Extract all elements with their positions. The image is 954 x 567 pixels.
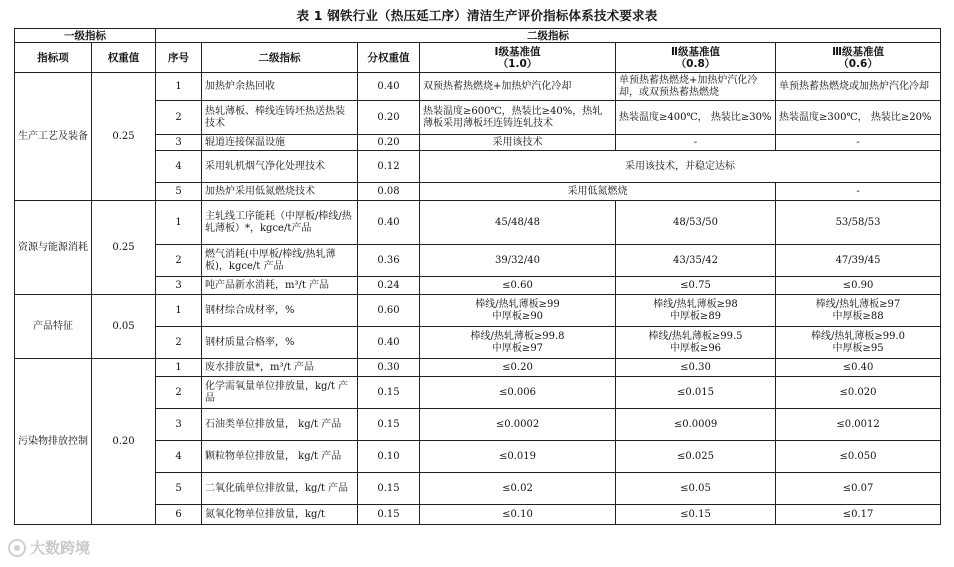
- row-grade3: 47/39/45: [776, 245, 941, 277]
- row-indicator: 燃气消耗(中厚板/棒线/热轧薄板)，kgce/t 产品: [202, 245, 358, 277]
- row-grade12: 采用低氮燃烧: [420, 183, 776, 201]
- watermark-logo-icon: [8, 539, 26, 557]
- row-sub-weight: 0.40: [358, 327, 420, 359]
- row-sub-weight: 0.15: [358, 409, 420, 441]
- col-weight: 权重值: [92, 43, 156, 73]
- group-weight: 0.20: [92, 359, 156, 525]
- row-indicator: 钢材质量合格率，%: [202, 327, 358, 359]
- grade2-weight: （0.8）: [675, 57, 716, 70]
- row-sub-weight: 0.12: [358, 151, 420, 183]
- group-weight: 0.25: [92, 73, 156, 201]
- col-grade2: [616, 43, 776, 73]
- row-grade2: 43/35/42: [616, 245, 776, 277]
- col-grade3: [776, 43, 941, 73]
- grade3-line-a: 棒线/热轧薄板≥99.0: [811, 330, 906, 342]
- row-sub-weight: 0.40: [358, 73, 420, 101]
- row-grade2: [616, 327, 776, 359]
- row-indicator: 采用轧机烟气净化处理技术: [202, 151, 358, 183]
- row-grade3: 单预热蓄热燃烧或加热炉汽化冷却: [776, 73, 941, 101]
- row-grade1: ≤0.006: [420, 377, 616, 409]
- criteria-table: [14, 28, 941, 525]
- row-grade2: ≤0.05: [616, 473, 776, 505]
- level2-header: 二级指标: [156, 29, 941, 43]
- row-seq: 3: [156, 135, 202, 151]
- row-indicator: 热轧薄板、棒线连铸坯热送热装技术: [202, 101, 358, 135]
- grade1-weight: （1.0）: [497, 57, 538, 70]
- row-grade2: 48/53/50: [616, 201, 776, 245]
- row-grade3: ≤0.020: [776, 377, 941, 409]
- row-sub-weight: 0.24: [358, 277, 420, 295]
- row-indicator: 主轧线工序能耗（中厚板/棒线/热轧薄板）*，kgce/t产品: [202, 201, 358, 245]
- row-grade2: 热装温度≥400℃， 热装比≥30%: [616, 101, 776, 135]
- row-grade1: ≤0.20: [420, 359, 616, 377]
- table-row: [15, 73, 941, 101]
- row-grade2: ≤0.025: [616, 441, 776, 473]
- group-weight: 0.05: [92, 295, 156, 359]
- row-grade3: -: [776, 135, 941, 151]
- row-grade3: ≤0.050: [776, 441, 941, 473]
- grade1-line-a: 棒线/热轧薄板≥99.8: [470, 330, 565, 342]
- col-seq: 序号: [156, 43, 202, 73]
- col-sub-weight: 分权重值: [358, 43, 420, 73]
- row-sub-weight: 0.15: [358, 473, 420, 505]
- row-grade1: 采用该技术: [420, 135, 616, 151]
- row-seq: 2: [156, 327, 202, 359]
- row-seq: 5: [156, 473, 202, 505]
- row-sub-weight: 0.60: [358, 295, 420, 327]
- table-row: [15, 295, 941, 327]
- row-seq: 5: [156, 183, 202, 201]
- col-grade1: [420, 43, 616, 73]
- row-indicator: 加热炉余热回收: [202, 73, 358, 101]
- row-indicator: 吨产品新水消耗，m³/t 产品: [202, 277, 358, 295]
- watermark: [8, 537, 90, 558]
- row-sub-weight: 0.10: [358, 441, 420, 473]
- row-indicator: 加热炉采用低氮燃烧技术: [202, 183, 358, 201]
- row-seq: 4: [156, 441, 202, 473]
- row-grade1: 45/48/48: [420, 201, 616, 245]
- grade3-line-a: 棒线/热轧薄板≥97: [815, 298, 901, 310]
- row-grade2: 单预热蓄热燃烧+加热炉汽化冷却，或双预热蓄热燃烧: [616, 73, 776, 101]
- row-indicator: 化学需氧量单位排放量，kg/t 产品: [202, 377, 358, 409]
- row-sub-weight: 0.20: [358, 135, 420, 151]
- group-name: 污染物排放控制: [15, 359, 92, 525]
- row-indicator: 石油类单位排放量， kg/t 产品: [202, 409, 358, 441]
- row-grade2: [616, 295, 776, 327]
- row-seq: 2: [156, 245, 202, 277]
- row-grade1: ≤0.0002: [420, 409, 616, 441]
- row-seq: 2: [156, 101, 202, 135]
- row-seq: 2: [156, 377, 202, 409]
- row-grade1: 双预热蓄热燃烧+加热炉汽化冷却: [420, 73, 616, 101]
- row-grade2: ≤0.015: [616, 377, 776, 409]
- row-grade1: ≤0.10: [420, 505, 616, 525]
- row-grade1: ≤0.60: [420, 277, 616, 295]
- row-grade3: [776, 327, 941, 359]
- row-grade1: 热装温度≥600℃，热装比≥40%，热轧薄板采用薄板坯连铸连轧技术: [420, 101, 616, 135]
- row-indicator: 辊道连接保温设施: [202, 135, 358, 151]
- row-sub-weight: 0.15: [358, 377, 420, 409]
- grade3-weight: （0.6）: [838, 57, 878, 70]
- row-grade3: ≤0.07: [776, 473, 941, 505]
- row-grade3: ≤0.0012: [776, 409, 941, 441]
- row-sub-weight: 0.15: [358, 505, 420, 525]
- row-seq: 6: [156, 505, 202, 525]
- row-grade2: ≤0.0009: [616, 409, 776, 441]
- grade3-line-b: 中厚板≥88: [832, 310, 884, 322]
- row-seq: 3: [156, 277, 202, 295]
- row-grade2: ≤0.30: [616, 359, 776, 377]
- watermark-text: 大数跨境: [30, 539, 91, 557]
- row-grade1: ≤0.02: [420, 473, 616, 505]
- row-grade3: ≤0.90: [776, 277, 941, 295]
- row-grade3: 热装温度≥300℃， 热装比≥20%: [776, 101, 941, 135]
- row-grade3: ≤0.40: [776, 359, 941, 377]
- row-grade3: [776, 295, 941, 327]
- grade2-line-b: 中厚板≥89: [669, 310, 722, 322]
- grade2-label: Ⅱ级基准值: [671, 45, 720, 58]
- level1-header: 一级指标: [15, 29, 156, 43]
- row-seq: 3: [156, 409, 202, 441]
- grade2-line-a: 棒线/热轧薄板≥98: [653, 298, 738, 310]
- row-grade1: [420, 295, 616, 327]
- row-grade1: ≤0.019: [420, 441, 616, 473]
- row-sub-weight: 0.30: [358, 359, 420, 377]
- grade1-label: Ⅰ级基准值: [494, 45, 541, 58]
- row-grade3: -: [776, 183, 941, 201]
- table-row: [15, 359, 941, 377]
- row-grade1: [420, 327, 616, 359]
- row-grade2: ≤0.15: [616, 505, 776, 525]
- row-seq: 1: [156, 359, 202, 377]
- row-indicator: 废水排放量*，m³/t 产品: [202, 359, 358, 377]
- row-grade3: 53/58/53: [776, 201, 941, 245]
- row-indicator: 二氧化硫单位排放量，kg/t 产品: [202, 473, 358, 505]
- group-name: 生产工艺及装备: [15, 73, 92, 201]
- row-grade-all: 采用该技术，并稳定达标: [420, 151, 941, 183]
- grade2-line-a: 棒线/热轧薄板≥99.5: [648, 330, 743, 342]
- table-caption: 表 1 钢铁行业（热压延工序）清洁生产评价指标体系技术要求表: [296, 8, 658, 23]
- grade1-line-b: 中厚板≥90: [491, 310, 544, 322]
- row-indicator: 钢材综合成材率，%: [202, 295, 358, 327]
- row-sub-weight: 0.08: [358, 183, 420, 201]
- row-seq: 4: [156, 151, 202, 183]
- row-sub-weight: 0.20: [358, 101, 420, 135]
- row-indicator: 颗粒物单位排放量， kg/t 产品: [202, 441, 358, 473]
- grade1-line-b: 中厚板≥97: [491, 342, 544, 354]
- row-sub-weight: 0.36: [358, 245, 420, 277]
- group-name: 产品特征: [15, 295, 92, 359]
- group-name: 资源与能源消耗: [15, 201, 92, 295]
- table-row: [15, 201, 941, 245]
- row-seq: 1: [156, 295, 202, 327]
- row-grade2: ≤0.75: [616, 277, 776, 295]
- col-level2-indicator: 二级指标: [202, 43, 358, 73]
- group-weight: 0.25: [92, 201, 156, 295]
- row-grade2: -: [616, 135, 776, 151]
- row-grade1: 39/32/40: [420, 245, 616, 277]
- row-seq: 1: [156, 201, 202, 245]
- grade2-line-b: 中厚板≥96: [669, 342, 722, 354]
- row-grade3: ≤0.17: [776, 505, 941, 525]
- col-index-item: 指标项: [15, 43, 92, 73]
- grade3-label: Ⅲ级基准值: [832, 45, 884, 58]
- grade3-line-b: 中厚板≥95: [832, 342, 884, 354]
- row-indicator: 氮氧化物单位排放量，kg/t: [202, 505, 358, 525]
- row-seq: 1: [156, 73, 202, 101]
- grade1-line-a: 棒线/热轧薄板≥99: [475, 298, 560, 310]
- row-sub-weight: 0.40: [358, 201, 420, 245]
